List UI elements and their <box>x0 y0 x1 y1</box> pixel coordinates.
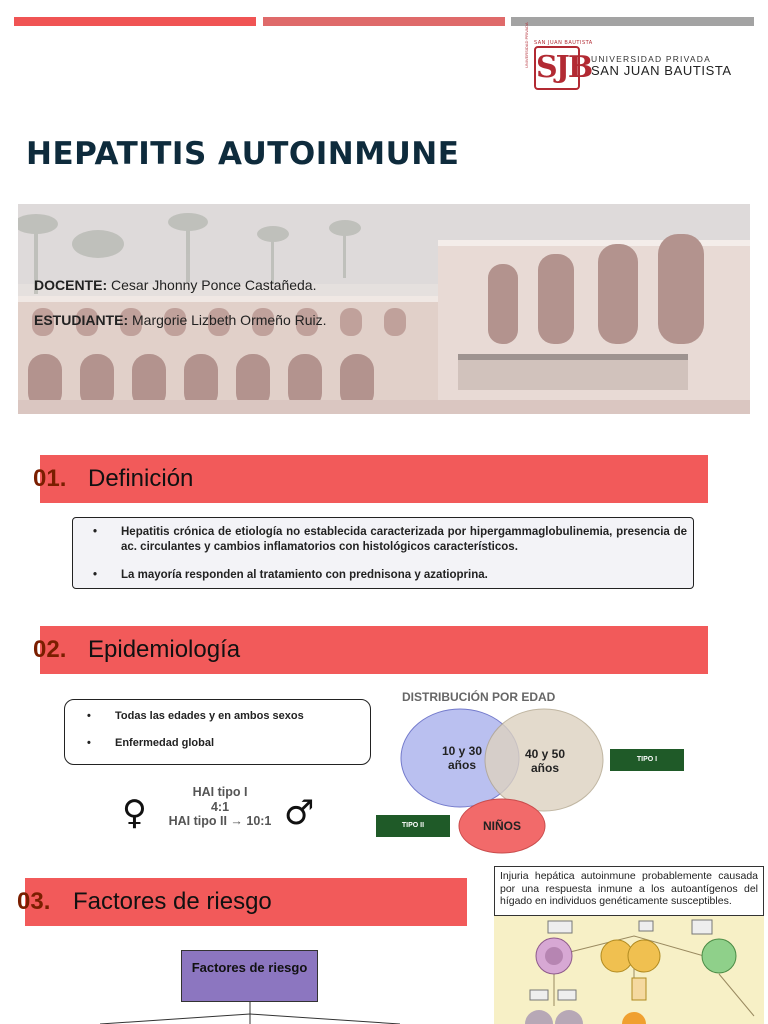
epidemiologia-box: • Todas las edades y en ambos sexos • Enfermedad global <box>64 699 371 765</box>
logo-small-text: SAN JUAN BAUTISTA <box>534 40 593 46</box>
logo-side-text: UNIVERSIDAD PRIVADA <box>524 22 529 68</box>
estudiante-value: Margorie Lizbeth Ormeño Ruiz. <box>132 312 327 328</box>
bullet-text: Hepatitis crónica de etiología no establecida caracterizada por hipergammaglobulinemia, presencia de ac. circulantes y cambios inflamatorios con histológicos característicos. <box>121 526 687 553</box>
logo-letters: SJB <box>534 46 580 90</box>
section-number: 01. <box>33 465 67 492</box>
logo-mark <box>524 22 593 94</box>
tipo-ii-badge: TIPO II <box>376 815 450 837</box>
estudiante-line <box>34 312 327 328</box>
logo-line-1: UNIVERSIDAD PRIVADA <box>591 54 711 64</box>
distribution-title: DISTRIBUCIÓN POR EDAD <box>402 690 556 704</box>
docente-label: DOCENTE: <box>34 277 108 293</box>
hai-line: 4:1 <box>210 799 230 814</box>
section-number: 02. <box>33 636 67 663</box>
figure-caption: Injuria hepática autoinmune probablemente causada por una respuesta inmune a los autoantígenos del hígado en individuos genéticamente susceptibles. <box>494 866 764 916</box>
top-bar-3 <box>511 17 754 26</box>
definicion-box: • Hepatitis crónica de etiología no establecida caracterizada por hipergammaglobulinemia, presencia de ac. circulantes y cambios inflamatorios con histológicos característicos. • La mayoría responden al tratamiento con prednisona y azatioprina. <box>72 517 694 589</box>
venn-bottom-label: NIÑOS <box>482 819 521 833</box>
banner-overlay <box>18 204 750 414</box>
immune-diagram-drawing <box>494 916 764 1024</box>
page-title: HEPATITIS AUTOINMUNE <box>26 136 460 172</box>
section-title: Factores de riesgo <box>73 888 272 915</box>
hai-ratio <box>160 785 280 829</box>
top-bar-1 <box>14 17 256 26</box>
docente-value: Cesar Jhonny Ponce Castañeda. <box>111 277 317 293</box>
hai-line: HAI tipo II → 10:1 <box>168 814 272 828</box>
immune-diagram <box>494 916 764 1024</box>
bullet-text: La mayoría responden al tratamiento con prednisona y azatioprina. <box>121 569 488 581</box>
hai-line: HAI tipo I <box>192 785 248 799</box>
bullet-text: Todas las edades y en ambos sexos <box>115 710 304 722</box>
banner <box>18 204 750 414</box>
top-bar-2 <box>263 17 505 26</box>
venn-right-label: 40 y 50 años <box>524 747 566 775</box>
tipo-i-badge: TIPO I <box>610 749 684 771</box>
bullet-text: Enfermedad global <box>115 737 215 749</box>
male-symbol-icon: ♂ <box>284 793 315 833</box>
factores-box: Factores de riesgo <box>181 950 318 1002</box>
estudiante-label: ESTUDIANTE: <box>34 312 129 328</box>
logo-line-2: SAN JUAN BAUTISTA <box>591 63 732 78</box>
female-symbol-icon: ♀ <box>122 793 147 833</box>
venn-left-label: 10 y 30 años <box>441 744 483 772</box>
factores-connector <box>100 1000 400 1024</box>
section-title: Epidemiología <box>88 636 241 663</box>
section-title: Definición <box>88 465 194 492</box>
section-number: 03. <box>17 888 51 915</box>
docente-line <box>34 277 316 293</box>
university-logo <box>524 22 754 94</box>
